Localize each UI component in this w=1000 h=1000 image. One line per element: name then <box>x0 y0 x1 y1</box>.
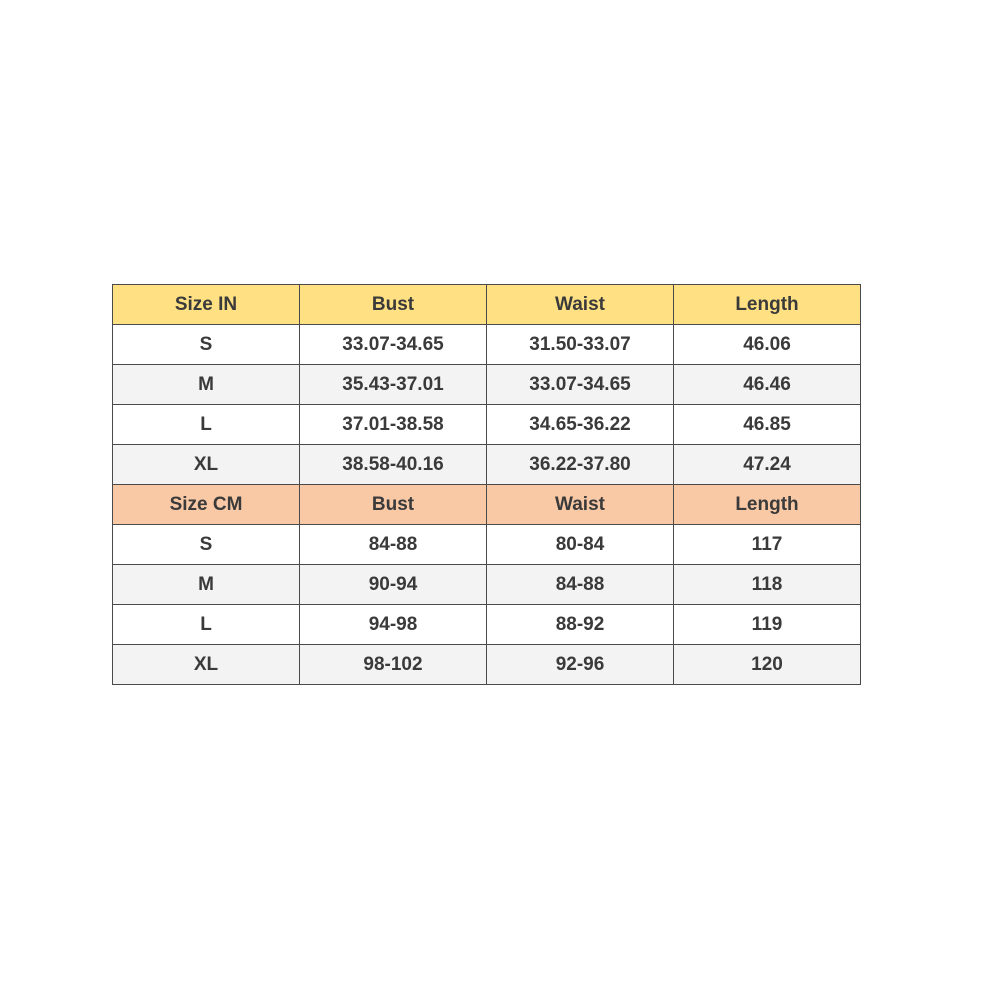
size-cell: XL <box>113 645 300 685</box>
length-cell: 119 <box>674 605 861 645</box>
table-row <box>113 645 861 685</box>
bust-cell: 35.43-37.01 <box>300 365 487 405</box>
header-cell-bust: Bust <box>300 285 487 325</box>
size-cell: XL <box>113 445 300 485</box>
header-cell-length: Length <box>674 285 861 325</box>
bust-cell: 84-88 <box>300 525 487 565</box>
size-cell: M <box>113 365 300 405</box>
bust-cell: 90-94 <box>300 565 487 605</box>
table-row <box>113 445 861 485</box>
table-row <box>113 405 861 445</box>
waist-cell: 88-92 <box>487 605 674 645</box>
header-cell-size-cm: Size CM <box>113 485 300 525</box>
size-cell: M <box>113 565 300 605</box>
bust-cell: 98-102 <box>300 645 487 685</box>
table-row <box>113 365 861 405</box>
table-row <box>113 565 861 605</box>
bust-cell: 33.07-34.65 <box>300 325 487 365</box>
bust-cell: 94-98 <box>300 605 487 645</box>
header-cell-waist: Waist <box>487 485 674 525</box>
waist-cell: 36.22-37.80 <box>487 445 674 485</box>
length-cell: 120 <box>674 645 861 685</box>
table-row <box>113 325 861 365</box>
size-cell: L <box>113 405 300 445</box>
length-cell: 46.06 <box>674 325 861 365</box>
bust-cell: 38.58-40.16 <box>300 445 487 485</box>
header-cell-bust: Bust <box>300 485 487 525</box>
waist-cell: 80-84 <box>487 525 674 565</box>
waist-cell: 84-88 <box>487 565 674 605</box>
bust-cell: 37.01-38.58 <box>300 405 487 445</box>
size-cell: S <box>113 325 300 365</box>
waist-cell: 92-96 <box>487 645 674 685</box>
header-cell-waist: Waist <box>487 285 674 325</box>
cm-header-row <box>113 485 861 525</box>
table-row <box>113 525 861 565</box>
inch-header-row <box>113 285 861 325</box>
header-cell-size-in: Size IN <box>113 285 300 325</box>
length-cell: 46.85 <box>674 405 861 445</box>
table-row <box>113 605 861 645</box>
length-cell: 118 <box>674 565 861 605</box>
waist-cell: 34.65-36.22 <box>487 405 674 445</box>
size-chart-table <box>112 284 861 685</box>
header-cell-length: Length <box>674 485 861 525</box>
length-cell: 46.46 <box>674 365 861 405</box>
waist-cell: 33.07-34.65 <box>487 365 674 405</box>
size-cell: L <box>113 605 300 645</box>
length-cell: 117 <box>674 525 861 565</box>
length-cell: 47.24 <box>674 445 861 485</box>
waist-cell: 31.50-33.07 <box>487 325 674 365</box>
size-cell: S <box>113 525 300 565</box>
